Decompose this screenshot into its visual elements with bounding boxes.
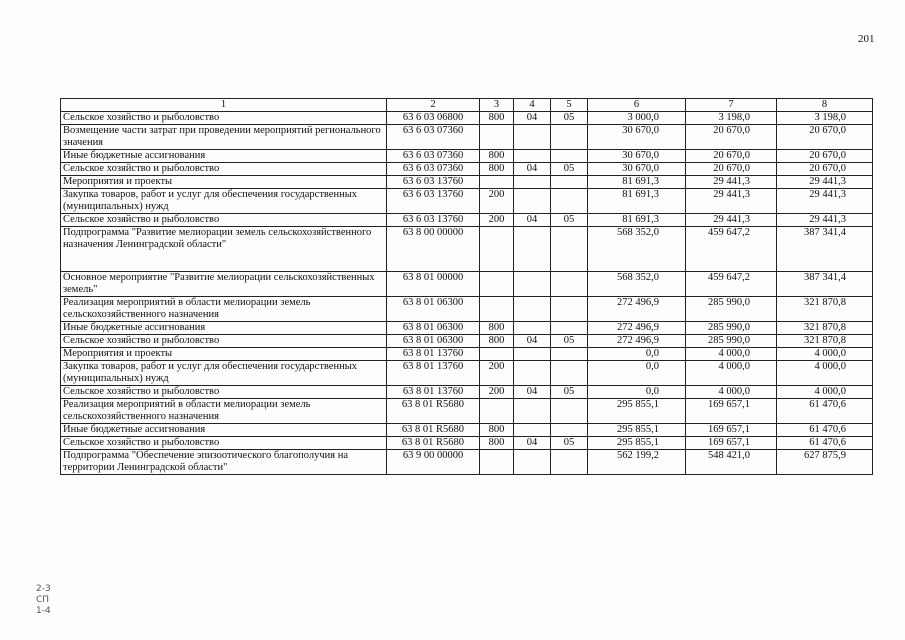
row-amount-year3-cell: 20 670,0	[777, 163, 873, 176]
row-pr-cell: 05	[551, 214, 588, 227]
row-name-cell: Сельское хозяйство и рыболовство	[61, 214, 387, 227]
row-amount-year1-cell: 272 496,9	[588, 335, 686, 348]
row-rz-cell: 04	[514, 112, 551, 125]
row-code-cell: 63 8 01 R5680	[387, 437, 480, 450]
row-code-cell: 63 8 01 06300	[387, 335, 480, 348]
column-header: 3	[480, 99, 514, 112]
row-amount-year2-cell: 285 990,0	[686, 335, 777, 348]
row-code-cell: 63 8 01 06300	[387, 322, 480, 335]
row-amount-year1-cell: 3 000,0	[588, 112, 686, 125]
row-amount-year3-cell: 61 470,6	[777, 399, 873, 424]
row-pr-cell	[551, 450, 588, 475]
row-vr-cell: 800	[480, 437, 514, 450]
table-row	[61, 322, 873, 335]
row-pr-cell	[551, 227, 588, 272]
table-row	[61, 297, 873, 322]
row-amount-year2-cell: 169 657,1	[686, 437, 777, 450]
row-name-cell: Иные бюджетные ассигнования	[61, 424, 387, 437]
row-name-cell: Иные бюджетные ассигнования	[61, 322, 387, 335]
row-vr-cell	[480, 176, 514, 189]
margin-mark: 2-3	[36, 584, 51, 594]
row-rz-cell: 04	[514, 437, 551, 450]
row-amount-year1-cell: 81 691,3	[588, 214, 686, 227]
row-vr-cell: 800	[480, 335, 514, 348]
row-amount-year2-cell: 169 657,1	[686, 424, 777, 437]
row-amount-year1-cell: 30 670,0	[588, 125, 686, 150]
row-vr-cell: 200	[480, 386, 514, 399]
row-amount-year1-cell: 30 670,0	[588, 150, 686, 163]
table-header-row	[61, 99, 873, 112]
table-row	[61, 163, 873, 176]
table-row	[61, 272, 873, 297]
row-vr-cell	[480, 272, 514, 297]
margin-mark: СП	[36, 595, 50, 605]
row-vr-cell: 800	[480, 112, 514, 125]
table-row	[61, 335, 873, 348]
row-code-cell: 63 8 01 13760	[387, 361, 480, 386]
row-amount-year1-cell: 568 352,0	[588, 272, 686, 297]
row-vr-cell	[480, 450, 514, 475]
column-header: 8	[777, 99, 873, 112]
row-rz-cell: 04	[514, 386, 551, 399]
row-vr-cell: 800	[480, 150, 514, 163]
column-header: 7	[686, 99, 777, 112]
row-code-cell: 63 8 01 06300	[387, 297, 480, 322]
row-amount-year3-cell: 4 000,0	[777, 386, 873, 399]
row-rz-cell	[514, 227, 551, 272]
row-code-cell: 63 8 01 00000	[387, 272, 480, 297]
row-amount-year3-cell: 4 000,0	[777, 361, 873, 386]
row-pr-cell	[551, 176, 588, 189]
row-pr-cell	[551, 272, 588, 297]
column-header: 1	[61, 99, 387, 112]
table-row	[61, 176, 873, 189]
row-amount-year3-cell: 20 670,0	[777, 150, 873, 163]
row-amount-year3-cell: 321 870,8	[777, 297, 873, 322]
row-rz-cell	[514, 297, 551, 322]
row-amount-year1-cell: 295 855,1	[588, 437, 686, 450]
row-vr-cell: 200	[480, 189, 514, 214]
row-pr-cell	[551, 322, 588, 335]
row-amount-year2-cell: 285 990,0	[686, 297, 777, 322]
row-rz-cell	[514, 150, 551, 163]
row-amount-year3-cell: 4 000,0	[777, 348, 873, 361]
row-code-cell: 63 6 03 13760	[387, 176, 480, 189]
row-amount-year2-cell: 20 670,0	[686, 150, 777, 163]
row-rz-cell	[514, 189, 551, 214]
table-row	[61, 361, 873, 386]
row-amount-year1-cell: 295 855,1	[588, 399, 686, 424]
row-amount-year2-cell: 285 990,0	[686, 322, 777, 335]
row-pr-cell	[551, 150, 588, 163]
row-amount-year2-cell: 29 441,3	[686, 189, 777, 214]
row-pr-cell	[551, 424, 588, 437]
row-amount-year1-cell: 0,0	[588, 348, 686, 361]
row-amount-year2-cell: 459 647,2	[686, 227, 777, 272]
row-pr-cell	[551, 125, 588, 150]
row-code-cell: 63 6 03 06800	[387, 112, 480, 125]
row-amount-year3-cell: 321 870,8	[777, 335, 873, 348]
row-code-cell: 63 6 03 07360	[387, 125, 480, 150]
row-amount-year2-cell: 3 198,0	[686, 112, 777, 125]
row-amount-year2-cell: 4 000,0	[686, 386, 777, 399]
row-name-cell: Мероприятия и проекты	[61, 348, 387, 361]
row-code-cell: 63 6 03 07360	[387, 163, 480, 176]
row-code-cell: 63 6 03 13760	[387, 189, 480, 214]
table-row	[61, 112, 873, 125]
row-code-cell: 63 8 01 R5680	[387, 424, 480, 437]
row-amount-year1-cell: 272 496,9	[588, 297, 686, 322]
table-row	[61, 437, 873, 450]
row-vr-cell	[480, 125, 514, 150]
table-row	[61, 348, 873, 361]
row-vr-cell: 800	[480, 322, 514, 335]
row-vr-cell	[480, 227, 514, 272]
row-pr-cell	[551, 361, 588, 386]
row-name-cell: Реализация мероприятий в области мелиорации земель сельскохозяйственного назначения	[61, 297, 387, 322]
table-row	[61, 424, 873, 437]
row-amount-year3-cell: 29 441,3	[777, 176, 873, 189]
row-amount-year1-cell: 81 691,3	[588, 176, 686, 189]
row-code-cell: 63 8 01 R5680	[387, 399, 480, 424]
table-row	[61, 227, 873, 272]
page-number: 201	[858, 33, 875, 45]
row-name-cell: Подпрограмма "Развитие мелиорации земель сельскохозяйственного назначения Ленинградской области"	[61, 227, 387, 272]
row-name-cell: Сельское хозяйство и рыболовство	[61, 335, 387, 348]
row-amount-year3-cell: 29 441,3	[777, 214, 873, 227]
row-rz-cell	[514, 450, 551, 475]
column-header: 2	[387, 99, 480, 112]
row-amount-year2-cell: 29 441,3	[686, 176, 777, 189]
row-name-cell: Закупка товаров, работ и услуг для обеспечения государственных (муниципальных) нужд	[61, 189, 387, 214]
row-amount-year3-cell: 29 441,3	[777, 189, 873, 214]
row-amount-year2-cell: 20 670,0	[686, 125, 777, 150]
row-name-cell: Возмещение части затрат при проведении мероприятий регионального значения	[61, 125, 387, 150]
row-pr-cell	[551, 297, 588, 322]
row-rz-cell	[514, 399, 551, 424]
column-header: 4	[514, 99, 551, 112]
row-code-cell: 63 8 01 13760	[387, 386, 480, 399]
row-pr-cell: 05	[551, 386, 588, 399]
row-amount-year3-cell: 20 670,0	[777, 125, 873, 150]
table-row	[61, 399, 873, 424]
row-pr-cell: 05	[551, 335, 588, 348]
row-pr-cell: 05	[551, 112, 588, 125]
row-amount-year2-cell: 4 000,0	[686, 348, 777, 361]
row-pr-cell	[551, 189, 588, 214]
row-amount-year3-cell: 321 870,8	[777, 322, 873, 335]
row-amount-year3-cell: 61 470,6	[777, 437, 873, 450]
row-code-cell: 63 8 00 00000	[387, 227, 480, 272]
row-pr-cell	[551, 348, 588, 361]
row-vr-cell: 200	[480, 361, 514, 386]
row-amount-year3-cell: 387 341,4	[777, 272, 873, 297]
table-row	[61, 386, 873, 399]
row-rz-cell	[514, 176, 551, 189]
row-amount-year1-cell: 30 670,0	[588, 163, 686, 176]
row-amount-year1-cell: 562 199,2	[588, 450, 686, 475]
row-name-cell: Сельское хозяйство и рыболовство	[61, 437, 387, 450]
row-amount-year1-cell: 0,0	[588, 361, 686, 386]
row-name-cell: Основное мероприятие "Развитие мелиорации сельскохозяйственных земель"	[61, 272, 387, 297]
table-row	[61, 450, 873, 475]
row-amount-year1-cell: 295 855,1	[588, 424, 686, 437]
row-rz-cell	[514, 348, 551, 361]
table-row	[61, 189, 873, 214]
row-vr-cell	[480, 297, 514, 322]
row-pr-cell: 05	[551, 163, 588, 176]
row-pr-cell: 05	[551, 437, 588, 450]
row-rz-cell: 04	[514, 163, 551, 176]
table-row	[61, 150, 873, 163]
budget-table	[60, 98, 873, 475]
row-amount-year1-cell: 568 352,0	[588, 227, 686, 272]
row-code-cell: 63 8 01 13760	[387, 348, 480, 361]
row-amount-year2-cell: 169 657,1	[686, 399, 777, 424]
row-name-cell: Сельское хозяйство и рыболовство	[61, 163, 387, 176]
row-rz-cell: 04	[514, 214, 551, 227]
row-amount-year1-cell: 81 691,3	[588, 189, 686, 214]
row-vr-cell: 800	[480, 424, 514, 437]
row-name-cell: Закупка товаров, работ и услуг для обеспечения государственных (муниципальных) нужд	[61, 361, 387, 386]
row-amount-year3-cell: 61 470,6	[777, 424, 873, 437]
column-header: 5	[551, 99, 588, 112]
row-vr-cell	[480, 399, 514, 424]
row-vr-cell: 200	[480, 214, 514, 227]
row-vr-cell: 800	[480, 163, 514, 176]
row-amount-year2-cell: 459 647,2	[686, 272, 777, 297]
column-header: 6	[588, 99, 686, 112]
row-code-cell: 63 6 03 07360	[387, 150, 480, 163]
row-amount-year2-cell: 29 441,3	[686, 214, 777, 227]
row-name-cell: Иные бюджетные ассигнования	[61, 150, 387, 163]
row-rz-cell	[514, 322, 551, 335]
table-row	[61, 125, 873, 150]
row-name-cell: Мероприятия и проекты	[61, 176, 387, 189]
row-rz-cell	[514, 361, 551, 386]
row-rz-cell: 04	[514, 335, 551, 348]
row-amount-year1-cell: 272 496,9	[588, 322, 686, 335]
row-code-cell: 63 6 03 13760	[387, 214, 480, 227]
row-pr-cell	[551, 399, 588, 424]
row-amount-year3-cell: 3 198,0	[777, 112, 873, 125]
row-code-cell: 63 9 00 00000	[387, 450, 480, 475]
row-amount-year2-cell: 548 421,0	[686, 450, 777, 475]
margin-marks	[36, 584, 51, 617]
row-vr-cell	[480, 348, 514, 361]
margin-mark: 1-4	[36, 606, 51, 616]
row-amount-year3-cell: 387 341,4	[777, 227, 873, 272]
row-rz-cell	[514, 424, 551, 437]
row-name-cell: Сельское хозяйство и рыболовство	[61, 386, 387, 399]
table-row	[61, 214, 873, 227]
row-amount-year2-cell: 20 670,0	[686, 163, 777, 176]
row-name-cell: Подпрограмма "Обеспечение эпизоотического благополучия на территории Ленинградской области"	[61, 450, 387, 475]
row-amount-year1-cell: 0,0	[588, 386, 686, 399]
row-rz-cell	[514, 125, 551, 150]
row-name-cell: Реализация мероприятий в области мелиорации земель сельскохозяйственного назначения	[61, 399, 387, 424]
row-amount-year3-cell: 627 875,9	[777, 450, 873, 475]
row-name-cell: Сельское хозяйство и рыболовство	[61, 112, 387, 125]
row-amount-year2-cell: 4 000,0	[686, 361, 777, 386]
row-rz-cell	[514, 272, 551, 297]
